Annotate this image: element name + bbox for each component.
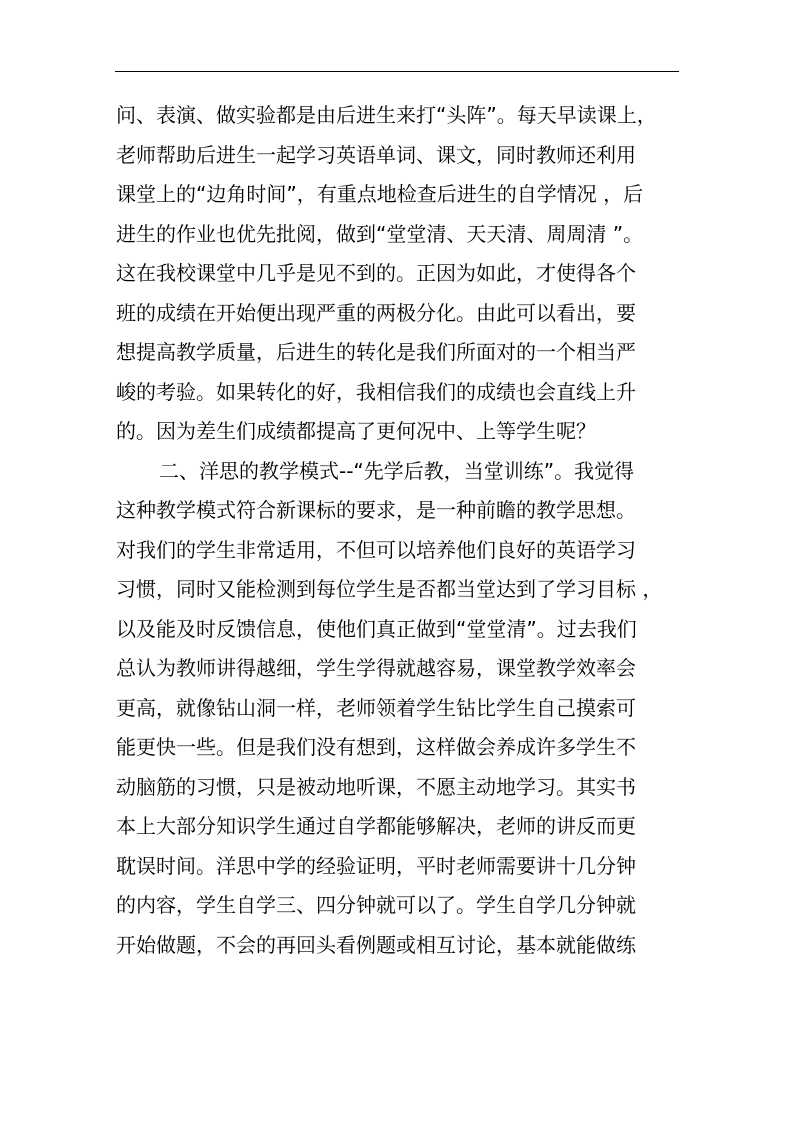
text-line: 更高，就像钻山洞一样，老师领着学生钻比学生自己摸索可	[116, 695, 636, 720]
text-line: 老师帮助后进生一起学习英语单词、课文，同时教师还利用	[116, 142, 636, 167]
text-line: 想提高教学质量，后进生的转化是我们所面对的一个相当严	[116, 340, 636, 364]
text-line: 习惯，同时又能检测到每位学生是否都当堂达到了学习目标 ，	[116, 577, 663, 601]
text-line: 动脑筋的习惯，只是被动地听课，不愿主动地学习。其实书	[116, 774, 636, 799]
text-line: 开始做题，不会的再回头看例题或相互讨论，基本就能做练	[116, 932, 636, 957]
text-line: 课堂上的“边角时间”，有重点地检查后进生的自学情况 ，后	[116, 182, 644, 206]
text-line: 进生的作业也优先批阅，做到“堂堂清、天天清、周周清 ”。	[116, 221, 644, 246]
text-line: 耽误时间。洋思中学的经验证明，平时老师需要讲十几分钟	[116, 853, 636, 878]
text-line: 的。因为差生们成绩都提高了更何况中、上等学生呢？	[116, 419, 596, 443]
paragraph-start-line: 二、洋思的教学模式--“先学后教，当堂训练”。我觉得	[159, 458, 635, 483]
text-line: 本上大部分知识学生通过自学都能够解决，老师的讲反而更	[116, 814, 636, 838]
text-line: 总认为教师讲得越细，学生学得就越容易，课堂教学效率会	[116, 656, 636, 680]
text-line: 以及能及时反馈信息，使他们真正做到“堂堂清”。过去我们	[116, 616, 637, 641]
text-line: 问、表演、做实验都是由后进生来打“头阵”。每天早读课上，	[116, 103, 657, 127]
text-line: 这在我校课堂中几乎是见不到的。正因为如此，才使得各个	[116, 261, 636, 285]
text-line: 这种教学模式符合新课标的要求，是一种前瞻的教学思想。	[116, 498, 636, 522]
text-line: 对我们的学生非常适用，不但可以培养他们良好的英语学习	[116, 537, 636, 562]
header-rule	[115, 71, 679, 72]
text-line: 能更快一些。但是我们没有想到，这样做会养成许多学生不	[116, 735, 636, 759]
body-text	[116, 96, 679, 965]
text-line: 班的成绩在开始便出现严重的两极分化。由此可以看出，要	[116, 300, 636, 325]
text-line: 的内容，学生自学三、四分钟就可以了。学生自学几分钟就	[116, 893, 636, 917]
text-line: 峻的考验。如果转化的好，我相信我们的成绩也会直线上升	[116, 379, 636, 404]
